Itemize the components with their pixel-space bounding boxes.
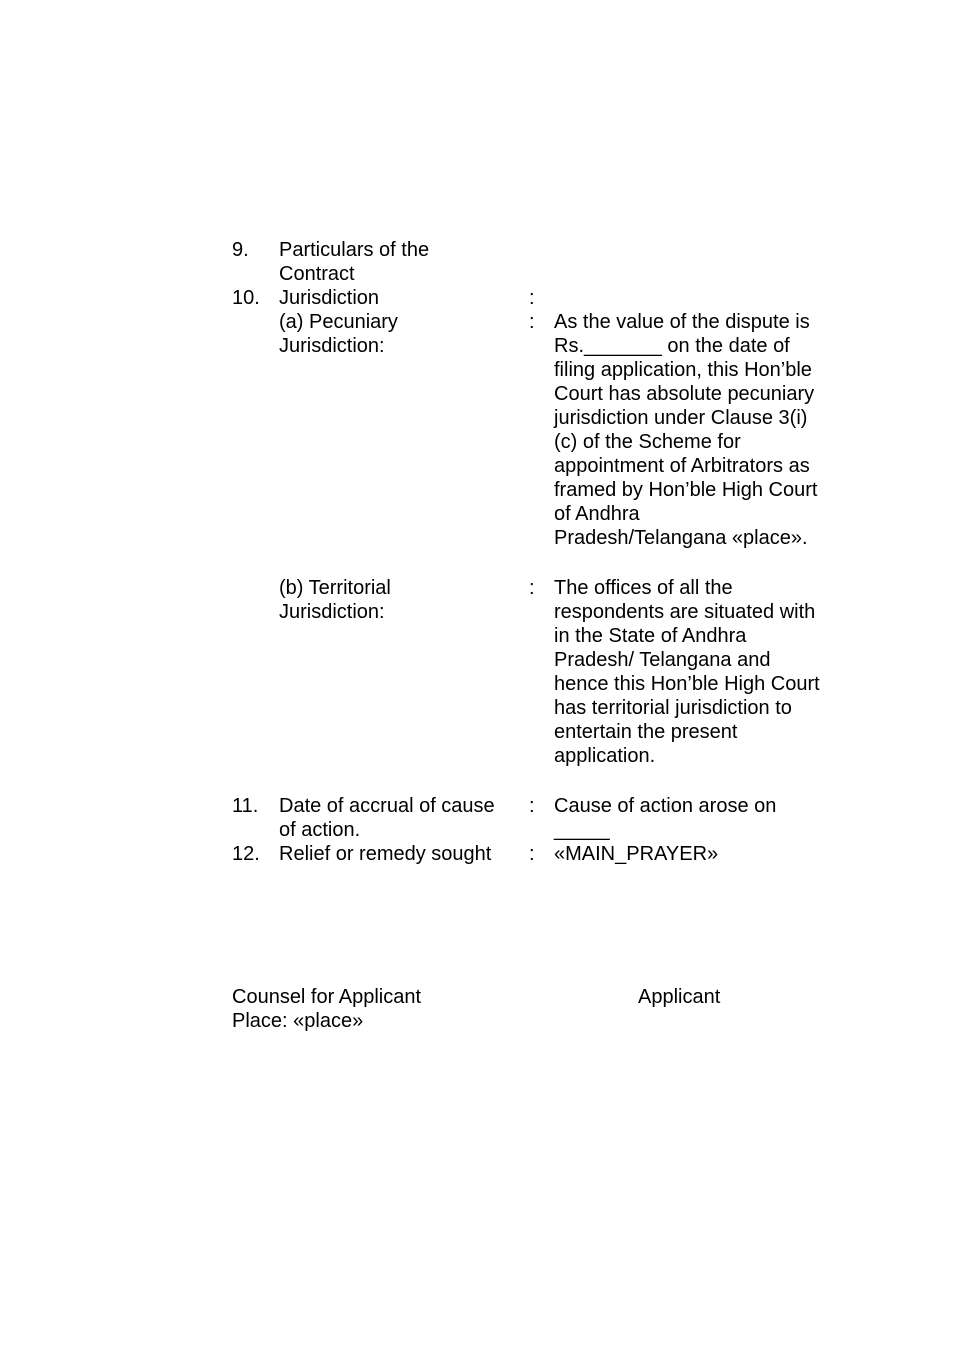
item-value <box>554 576 844 768</box>
item-value-line: respondents are situated with <box>554 601 816 623</box>
item-value-line: jurisdiction under Clause 3(i) <box>554 407 808 429</box>
item-value-line: of Andhra <box>554 503 640 525</box>
item-label-line: Jurisdiction <box>279 287 380 309</box>
item-number: 12. <box>232 843 260 865</box>
item-label-line: Relief or remedy sought <box>279 843 492 865</box>
item-value-line: application. <box>554 745 656 767</box>
item-label-line: of action. <box>279 819 361 841</box>
item-label-line: (a) Pecuniary <box>279 311 398 333</box>
item-value-line: Rs._______ on the date of <box>554 335 790 357</box>
item-value <box>554 842 844 866</box>
counsel-label: Counsel for Applicant <box>232 986 422 1008</box>
item-value-line: «MAIN_PRAYER» <box>554 843 719 865</box>
item-value-line: The offices of all the <box>554 577 733 599</box>
item-label <box>279 286 519 310</box>
item-colon: : <box>529 287 535 309</box>
item-label <box>279 238 519 286</box>
item-value-line: has territorial jurisdiction to <box>554 697 792 719</box>
applicant-signature-block <box>638 985 838 1009</box>
item-value-line: entertain the present <box>554 721 738 743</box>
item-value-line: appointment of Arbitrators as <box>554 455 810 477</box>
item-label-line: Contract <box>279 263 355 285</box>
item-label-line: Jurisdiction: <box>279 601 385 623</box>
place-label: Place: «place» <box>232 1010 364 1032</box>
item-label <box>279 842 519 866</box>
item-label-line: Date of accrual of cause <box>279 795 495 817</box>
item-number: 10. <box>232 287 260 309</box>
item-value-line: As the value of the dispute is <box>554 311 810 333</box>
item-colon: : <box>529 843 535 865</box>
item-value-line: Pradesh/Telangana «place». <box>554 527 808 549</box>
item-value-line: (c) of the Scheme for <box>554 431 741 453</box>
item-colon: : <box>529 311 535 333</box>
item-value <box>554 794 844 842</box>
item-value-line: hence this Hon’ble High Court <box>554 673 820 695</box>
item-label <box>279 794 519 842</box>
item-number: 11. <box>232 795 259 817</box>
item-value-line: in the State of Andhra <box>554 625 747 647</box>
item-value-line: framed by Hon’ble High Court <box>554 479 818 501</box>
item-value-line: Court has absolute pecuniary <box>554 383 815 405</box>
item-colon: : <box>529 795 535 817</box>
blank-line: _____ <box>554 819 610 841</box>
item-label-line: (b) Territorial <box>279 577 391 599</box>
item-value-line: filing application, this Hon’ble <box>554 359 812 381</box>
item-colon: : <box>529 577 535 599</box>
applicant-label: Applicant <box>638 986 721 1008</box>
item-label-line: Particulars of the <box>279 239 430 261</box>
item-value-line: Pradesh/ Telangana and <box>554 649 771 671</box>
item-number: 9. <box>232 239 249 261</box>
item-label <box>279 310 519 358</box>
item-label-line: Jurisdiction: <box>279 335 385 357</box>
item-value <box>554 310 844 550</box>
counsel-signature-block <box>232 985 552 1033</box>
item-label <box>279 576 519 624</box>
item-value-line: Cause of action arose on <box>554 795 777 817</box>
